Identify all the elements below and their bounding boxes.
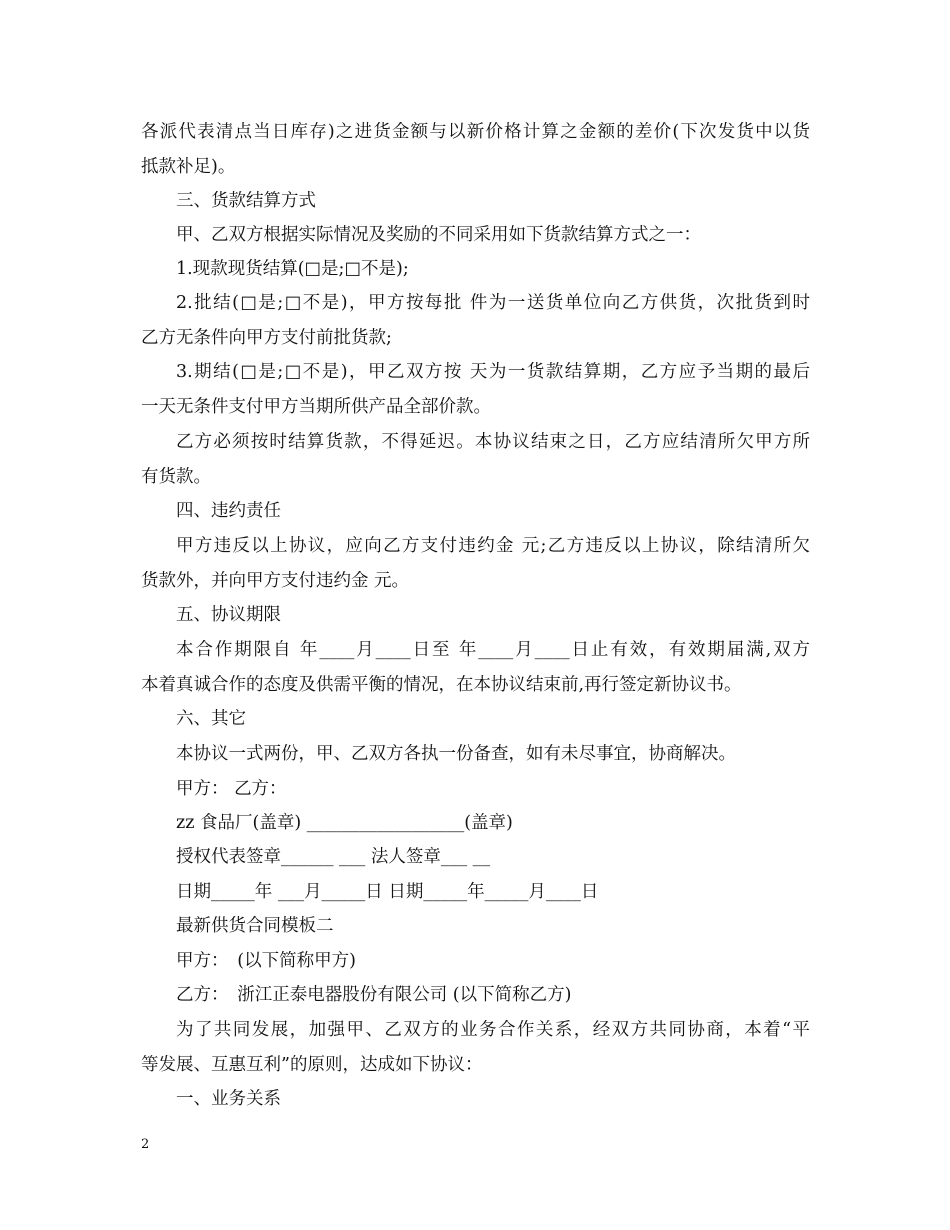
text-line: 货款外，并向甲方支付违约金 元。 — [141, 571, 410, 591]
section-heading: 六、其它 — [176, 709, 246, 729]
text-line: 乙方无条件向甲方支付前批货款; — [141, 328, 392, 348]
text-line: 一天无条件支付甲方当期所供产品全部价款。 — [141, 397, 491, 417]
text-line: 3.期结(□是;□不是)，甲乙双方按 天为一货款结算期，乙方应予当期的最后 — [176, 362, 810, 382]
text-line: 有货款。 — [141, 467, 211, 487]
section-heading: 四、违约责任 — [176, 501, 281, 521]
text-line: 2.批结(□是;□不是)，甲方按每批 件为一送货单位向乙方供货，次批货到时 — [176, 293, 810, 313]
signature-parties: 甲方： 乙方： — [176, 779, 287, 799]
section-heading: 三、货款结算方式 — [176, 191, 316, 211]
text-line: 本协议一式两份，甲、乙双方各执一份备查，如有未尽事宜，协商解决。 — [176, 744, 736, 764]
page-number: 2 — [141, 1137, 150, 1152]
text-line: 1.现款现货结算(□是;□不是); — [176, 259, 409, 279]
signature-seal-line: zz 食品厂(盖章) __________________(盖章) — [176, 813, 513, 833]
text-line: 各派代表清点当日库存)之进货金额与以新价格计算之金额的差价(下次发货中以货 — [141, 122, 810, 142]
text-line: 为了共同发展，加强甲、乙双方的业务合作关系，经双方共同协商，本着“平 — [176, 1020, 810, 1040]
text-line: 甲方违反以上协议，应向乙方支付违约金 元;乙方违反以上协议，除结清所欠 — [176, 536, 810, 556]
party-a-line: 甲方： (以下简称甲方) — [176, 951, 356, 971]
text-line: 乙方必须按时结算货款，不得延迟。本协议结束之日，乙方应结清所欠甲方所 — [176, 432, 810, 452]
text-line: 本合作期限自 年____月____日至 年____月____日止有效，有效期届满,双方 — [176, 640, 810, 660]
section-heading: 五、协议期限 — [176, 605, 281, 625]
text-line: 等发展、互惠互利”的原则，达成如下协议： — [141, 1055, 483, 1075]
signature-date-line: 日期_____年 ___月_____日 日期_____年_____月____日 — [176, 882, 599, 902]
signature-rep-line: 授权代表签章______ ___ 法人签章___ __ — [176, 847, 491, 867]
text-line: 本着真诚合作的态度及供需平衡的情况，在本协议结束前,再行签定新协议书。 — [141, 675, 742, 695]
section-title: 最新供货合同模板二 — [176, 916, 334, 936]
section-heading: 一、业务关系 — [176, 1089, 281, 1109]
party-b-line: 乙方： 浙江正泰电器股份有限公司 (以下简称乙方) — [176, 985, 572, 1005]
text-line: 甲、乙双方根据实际情况及奖励的不同采用如下货款结算方式之一： — [176, 225, 701, 245]
text-line: 抵款补足)。 — [141, 157, 236, 177]
